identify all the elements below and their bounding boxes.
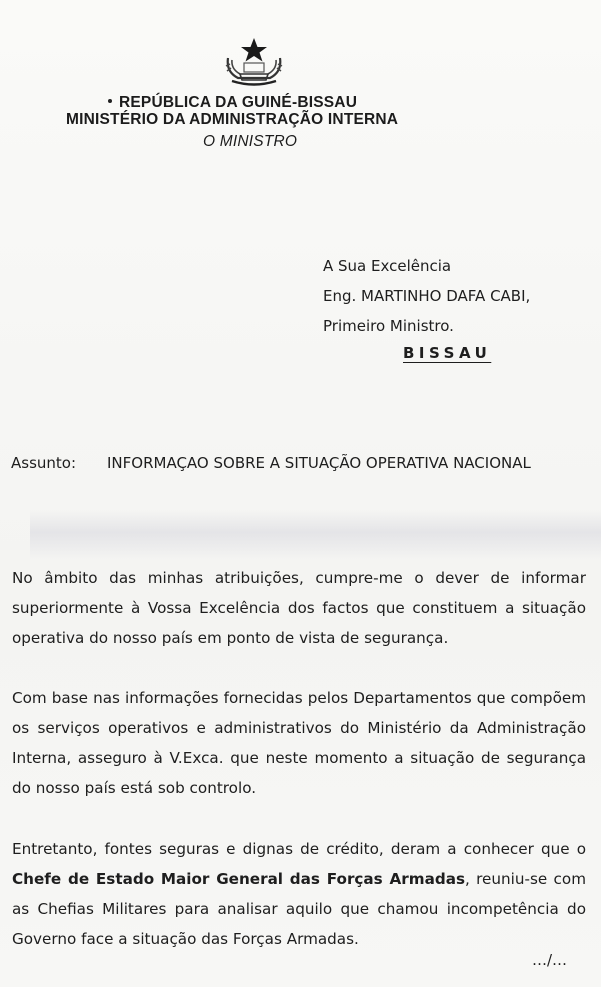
paragraph-3-start: Entretanto, fontes seguras e dignas de crédito, deram a conhecer que o bbox=[12, 840, 586, 858]
office-heading: O MINISTRO bbox=[203, 133, 298, 150]
ministry-heading: MINISTÉRIO DA ADMINISTRAÇÃO INTERNA bbox=[66, 111, 399, 128]
republic-heading: REPÚBLICA DA GUINÉ-BISSAU bbox=[119, 94, 358, 111]
recipient-city: BISSAU bbox=[403, 344, 492, 362]
paragraph-1: No âmbito das minhas atribuições, cumpre-me o dever de informar superiormente à Vossa Excelência dos factos que constituem a situação operativa do nosso país em ponto de vista de segurança. bbox=[12, 569, 586, 647]
scan-smudge bbox=[30, 510, 601, 560]
subject-text: INFORMAÇAO SOBRE A SITUAÇÃO OPERATIVA NACIONAL bbox=[107, 454, 531, 472]
header-bullet bbox=[108, 99, 112, 103]
subject-label: Assunto: bbox=[11, 454, 77, 472]
paragraph-2: Com base nas informações fornecidas pelos Departamentos que compõem os serviços operativos e administrativos do Ministério da Administração Interna, asseguro à V.Exca. que neste momento a situação de segurança do nosso país está sob controlo. bbox=[12, 689, 586, 797]
paragraph-3-bold: Chefe de Estado Maior General das Forças Armadas bbox=[12, 870, 465, 888]
recipient-salutation: A Sua Excelência bbox=[323, 257, 452, 275]
recipient-name: Eng. MARTINHO DAFA CABI, bbox=[323, 287, 531, 305]
paragraph-3-end: , reuniu-se com as Chefias Militares para analisar aquilo que chamou incompetência do Governo face a situação das Forças Armadas. bbox=[12, 870, 586, 948]
coat-of-arms-star-icon bbox=[218, 36, 290, 86]
recipient-title: Primeiro Ministro. bbox=[323, 317, 454, 335]
paragraph-3 bbox=[12, 834, 586, 954]
continuation-mark: …/… bbox=[532, 951, 568, 969]
